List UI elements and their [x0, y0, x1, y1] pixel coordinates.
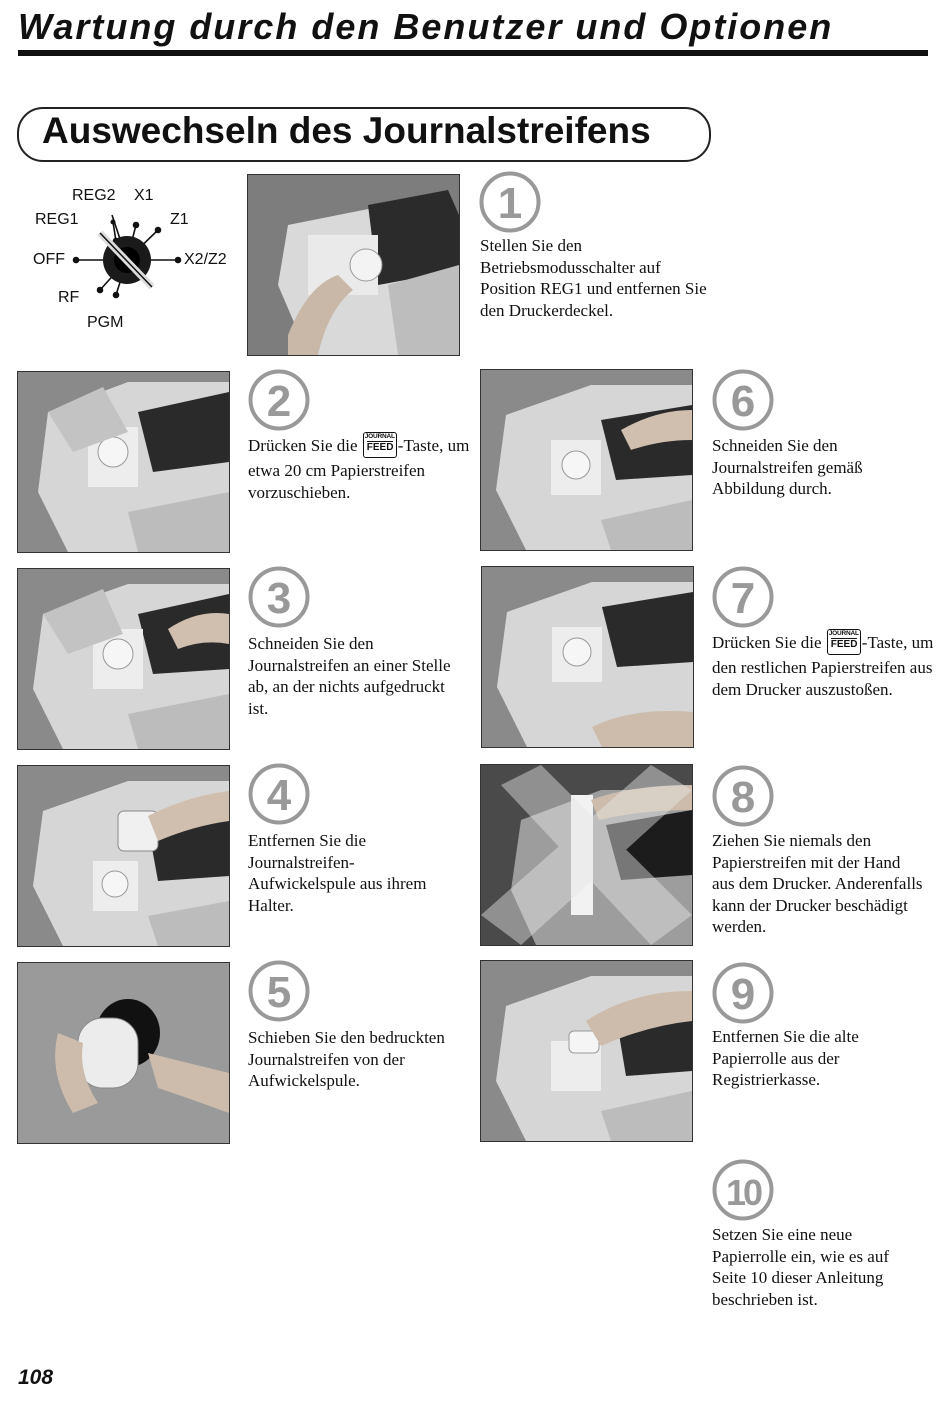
step-7-number-icon [711, 565, 775, 634]
step-3-photo [17, 568, 230, 750]
step-5-text: Schieben Sie den bedruckten Journalstreifen von der Aufwickelspule. [248, 1028, 445, 1090]
step-7-number: 7 [730, 574, 756, 623]
step-1-photo [247, 174, 460, 356]
step-1-number: 1 [497, 179, 523, 228]
dial-label-z1: Z1 [170, 211, 189, 228]
key-line1: JOURNAL [364, 433, 395, 440]
journal-feed-key-icon [827, 629, 861, 655]
dial-label-reg2: REG2 [72, 187, 116, 204]
step-2-number-icon [247, 368, 311, 437]
step-1-number-icon [478, 170, 542, 239]
step-2-text-before: Drücken Sie die [248, 435, 358, 455]
step-4-photo [17, 765, 230, 947]
step-6-number-icon [711, 368, 775, 437]
mode-dial-diagram [30, 185, 240, 335]
step-9-number-icon [711, 961, 775, 1030]
step-8-number: 8 [730, 773, 756, 822]
step-6-photo [480, 369, 693, 551]
step-6-text: Schneiden Sie den Journalstreifen gemäß Abbildung durch. [712, 436, 863, 498]
step-4-text: Entfernen Sie die Journalstreifen-Aufwickelspule aus ihrem Halter. [248, 831, 427, 915]
dial-label-reg1: REG1 [35, 211, 79, 228]
dial-label-pgm: PGM [87, 314, 124, 331]
journal-feed-key-icon [363, 432, 397, 458]
dial-label-rf: RF [58, 289, 80, 306]
dial-label-x2z2: X2/Z2 [184, 251, 227, 268]
step-2-text-after: -Taste, um etwa 20 cm Papierstreifen vorzuschieben. [248, 435, 470, 502]
step-4-number: 4 [266, 771, 292, 820]
section-title: Auswechseln des Journalstreifens [42, 110, 651, 151]
step-2-number: 2 [266, 377, 292, 426]
step-9-number: 9 [730, 970, 756, 1019]
key-line2: FEED [830, 639, 858, 650]
step-7-text [712, 631, 937, 700]
step-6-number: 6 [730, 377, 756, 426]
step-7-photo [481, 566, 694, 748]
step-3-number-icon [247, 565, 311, 634]
header-rule [18, 50, 928, 56]
step-10-number-icon [711, 1158, 775, 1227]
step-8-number-icon [711, 764, 775, 833]
step-10-number: 10 [725, 1172, 761, 1213]
step-8-photo [480, 764, 693, 946]
step-1-text: Stellen Sie den Betriebsmodusschalter auf Position REG1 und entfernen Sie den Druckerdeckel. [480, 236, 707, 320]
step-5-number: 5 [266, 968, 292, 1017]
dial-label-x1: X1 [134, 187, 154, 204]
dial-label-off: OFF [33, 251, 65, 268]
step-9-photo [480, 960, 693, 1142]
step-2-text [248, 434, 473, 503]
step-5-number-icon [247, 959, 311, 1028]
step-7-text-after: -Taste, um den restlichen Papierstreifen aus dem Drucker auszustoßen. [712, 632, 934, 699]
step-7-text-before: Drücken Sie die [712, 632, 822, 652]
key-line2: FEED [366, 442, 394, 453]
page-number: 108 [18, 1366, 54, 1389]
step-4-number-icon [247, 762, 311, 831]
step-9-text: Entfernen Sie die alte Papierrolle aus der Registrierkasse. [712, 1027, 859, 1089]
key-line1: JOURNAL [828, 630, 859, 637]
step-8-text: Ziehen Sie niemals den Papierstreifen mit der Hand aus dem Drucker. Anderenfalls kann der Drucker beschädigt werden. [712, 831, 923, 936]
step-3-number: 3 [266, 574, 292, 623]
step-10-text: Setzen Sie eine neue Papierrolle ein, wie es auf Seite 10 dieser Anleitung beschrieben ist. [712, 1225, 890, 1309]
step-2-photo [17, 371, 230, 553]
step-3-text: Schneiden Sie den Journalstreifen an einer Stelle ab, an der nichts aufgedruckt ist. [248, 634, 451, 718]
step-5-photo [17, 962, 230, 1144]
page-header-title: Wartung durch den Benutzer und Optionen [18, 6, 834, 47]
